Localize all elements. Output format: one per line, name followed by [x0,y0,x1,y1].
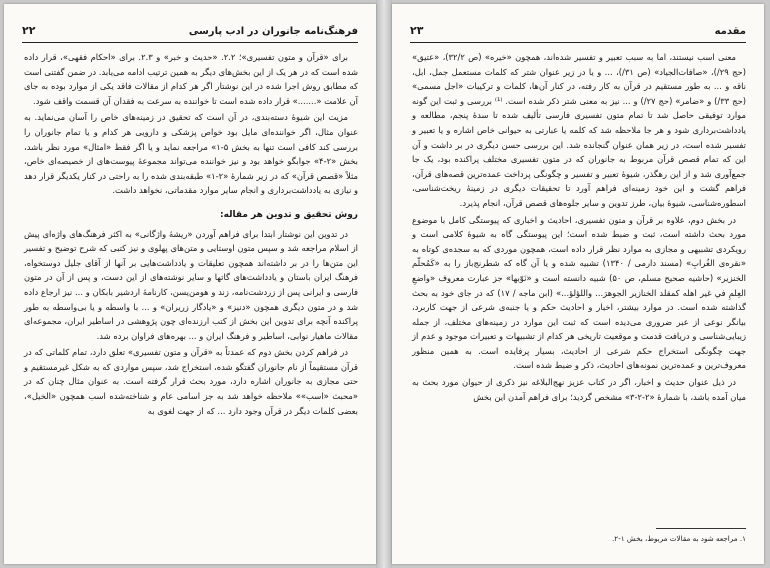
right-page [392,4,764,564]
paragraph: برای «قرآن و متون تفسیری»؛ ۲.۲. «حدیث و خبر» و ۲.۳. برای «احکام فقهی»، قرار داده شده است که در هر یک از این بخش‌های دیگر به همین ترتیب ادامه می‌یابد. در ضمن گفتنی است که مطابق روش اجرا شده در این نوشتار اگر هر کدام از مقالات فاقد یکی از موارد بوده به جای آن علامت «.......» قرار داده شده است تا خواننده به سرعت به فقدان آن قسمت واقف شود. [24,52,358,106]
book-gutter [376,0,392,568]
paragraph: معنی اسب نیستند، اما به سبب تعبیر و تفسیر شده‌اند، همچون «خیره» (ص ۳۲/۲)، «عتیق» (حج ۲۹/)، «صافات‌الجیاد» (ص ۳۱/)، ... و یا در زیر عنوان شتر که کلمات مستعمل جمل، ابل، ناقه و ... به طور مستقیم در قرآن به کار رفته، در کنار آن‌ها، کلمات و ترکیبات «اجل مسمی» (حج ۳۳/) و «ضامر» (حج ۲۷/) و ... نیز به معنی شتر ذکر شده است. ⁽¹⁾ بررسی و ثبت این گونه موارد توفیقی حاصل شد تا تمام متون تفسیری فارسی تألیف شده تا سدهٔ پنجم، مطالعه و یادداشت‌برداری شود و هر جا ملاحظه شد که کلمه یا عبارتی به حیوانی خاص اشاره و یا تعبیر و تفسیر شده است، در زیر همان عنوان گنجانده شد. این بررسی حسن دیگری در بر داشت و آن این که تمام قصص قرآن مربوط به جانوران که در متون تفسیری مختلف پراکنده بود، یک جا جمع‌آوری شد و از این رهگذر، شیوهٔ تعبیر و تفسیر و چگونگی پرداخت عمده‌ترین قصه‌های قرآن، فراهم گشت و این خود زمینه‌ای فراهم آورد تا تحقیقات دیگری در زمینهٔ ریخت‌شناسی، اسطوره‌شناسی، شیوهٔ بیان، طرز تدوین و سایر جلوه‌های قصص قرآن، انجام پذیرد. [412,52,747,208]
right-page-header [410,26,746,43]
right-running-title: مقدمه [714,26,746,37]
right-page-number: ۲۳ [410,24,424,37]
left-page-body [24,50,358,420]
paragraph: در بخش دوم، علاوه بر قرآن و متون تفسیری، احادیث و اخباری که پیوستگی کامل با موضوع مورد بحث داشته است، ثبت و ضبط شده است؛ این پیوستگی گاه به شیوهٔ کلامی است و رویکردی تشبیهی و مجازی به موارد نظر قرار داده است، همچون موردی که به سجده‌ی کوتاه به «نقره‌ی الغُرابِ» (مسند دارمی / ۱۳۴۰) تشبیه شده و یا آن گاه که شطرنج‌باز را به «کَمُحلّم الخنزیر» (حاشیه صحیح مسلم، ص ۵۰) شبیه دانسته است و «نَوّبها» جز عبارت معروف «واضعِ العِلمِ في غیر اهله کمقلد الخنازیر الجوهرَ... واللؤلؤ...» (ابن ماجه / ۱۷) که در جای خود به بحث گذاشته شده است. در موارد بیشتر، اخبار و احادیث حکم و یا جنبه‌ی شرعی از جهت کاربرد، بیانگر نوعی از عبر ضروری می‌دیده است که ثبت این موارد در زمینه‌های مختلف، از جمله زیبایی‌شناسی و دریافت قدمت و موقعیت تاریخی هر کدام از تشبیهات و تعبیرات موجود و عدم از جهت چگونگی استخراج حکم شرعی از احادیث، بسیار پرفایده است. به همین منظور معروف‌ترین و عمده‌ترین نمونه‌های احادیث، ذکر و ضبط شده است. [412,214,747,371]
paragraph: در تدوین این نوشتار ابتدا برای فراهم آوردن «ریشهٔ واژگانی» به اکثر فرهنگ‌های واژه‌ای پیش از اسلام مراجعه شد و سپس متون اوستایی و متن‌های پهلوی و نیز کتبی که شرح توضیح و تفسیر این متن‌ها را در بر داشته‌اند همچون تعلیقات و یادداشت‌هایی بر آنها از آقای جلیل دوستخواه، فرهنگ ایران باستان و یادداشت‌های گاتها و سایر نوشته‌های از این دست، و پس از آن در متون فارسی و ایرانی پس از زردشت‌نامه، زند و هومن‌یسن، کارنامهٔ اردشیر بابکان و ... نیز ارجاع داده شد و در متون دیگری همچون «دنیز» و «یادگار زریران» و ... با واسطه و یا بی‌واسطه به طور پراکنده آنچه برای تدوین این بخش از کتب ارزنده‌ای چون پژوهشی در اساطیر ایران، مجموعه‌ای مقالات ماهیار نوابی، اساطیر و فرهنگ ایران و ... بهره‌های فراوان برده شد. [24,228,358,341]
left-running-title: فرهنگ‌نامه جانوران در ادب پارسی [188,26,358,37]
left-page-number: ۲۲ [22,24,36,37]
paragraph: در فراهم کردن بخش دوم که عمدتاً به «قرآن و متون تفسیری» تعلق دارد، تمام کلماتی که در قرآن مستقیماً از نام جانوران گفتگو شده، استخراج شد، سپس مواردی که به شکل غیرمستقیم و حتی مجازی به جانوران اشاره دارد، مورد بحث قرار گرفته است. به عنوان مثال چنان که در «محبث «اسب»» ملاحظه خواهد شد به جز اسامی عام و شناخته‌شده اسب همچون «الخیل»، بعضی کلمات دیگر در قرآن وجود دارد ... که از جهت لغوی به [24,347,358,416]
footnote: ۱. مراجعه شود به مقالات مربوط، بخش ۱-۲. [611,534,746,543]
left-page [4,4,376,564]
right-page-body [412,50,746,406]
section-heading: روش تحقیق و تدوین هر مقاله: [220,209,358,220]
left-page-header [22,26,358,43]
footnote-rule [656,528,746,529]
paragraph: مزیت این شیوهٔ دسته‌بندی، در آن است که تحقیق در زمینه‌های خاص را آسان می‌نماید. به عنوان مثال، اگر خواننده‌ای مایل بود خواص پزشکی و دارویی هر کدام و یا تمام جانوران را بررسی کند کافی است تنها به بخش ۵-۱» مراجعه نماید و یا اگر فقط «امثال» مورد نظر باشد، بخش «۲-۴» جوابگو خواهد بود و نیز خواننده می‌تواند مجموعهٔ پیوست‌های از خصیصه‌ای خاص، مثلاً «قصص قرآن» که در زیر شمارهٔ «۲-۱» طبقه‌بندی شده را به راحتی در کنار یکدیگر قرار دهد و نیازی به یادداشت‌برداری و انجام سایر موارد مقدماتی، نخواهد داشت. [24,112,358,196]
paragraph: در ذیل عنوان حدیث و اخبار، اگر در کتاب عزیز نهج‌البلاغه نیز ذکری از حیوان مورد بحث به میان آمده باشد، با شمارهٔ «۲-۲-۳» مشخص گردید؛ برای فراهم آمدن این بخش [412,377,746,402]
